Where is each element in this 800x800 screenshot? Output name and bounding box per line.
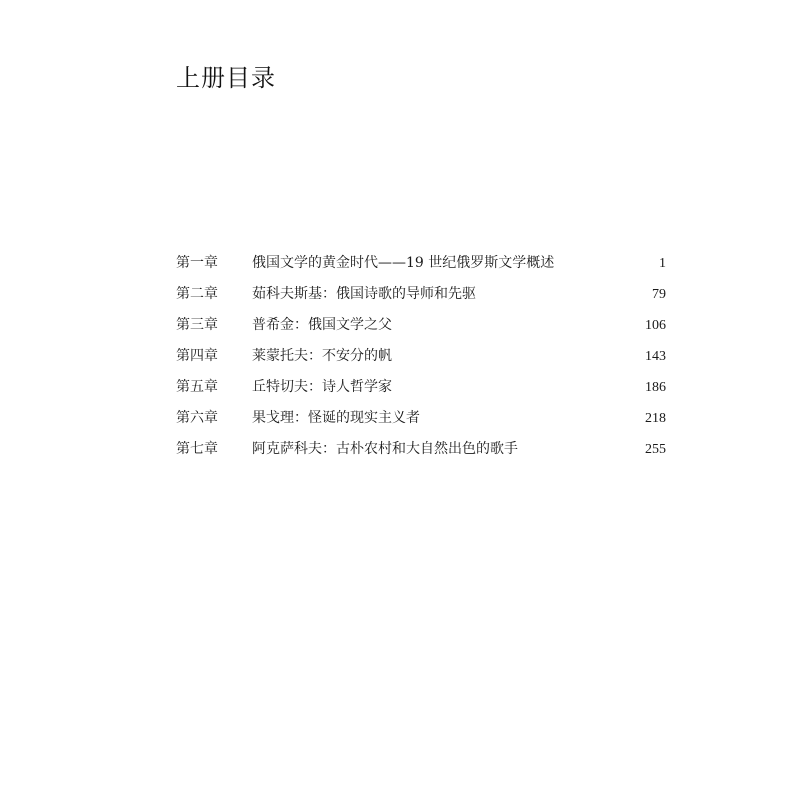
chapter-title: 普希金：俄国文学之父 [252,317,392,333]
page-title: 上册目录 [176,64,276,92]
chapter-title: 果戈理：怪诞的现实主义者 [252,410,420,426]
table-of-contents [176,248,666,465]
chapter-title: 俄国文学的黄金时代——19 世纪俄罗斯文学概述 [252,255,555,271]
page-number: 255 [645,442,666,457]
chapter-number: 第四章 [176,348,218,364]
page-number: 106 [645,318,666,333]
chapter-title: 茹科夫斯基：俄国诗歌的导师和先驱 [252,286,476,302]
chapter-number: 第六章 [176,410,218,426]
chapter-number: 第二章 [176,286,218,302]
toc-entry-1[interactable] [176,248,666,279]
chapter-title: 丘特切夫：诗人哲学家 [252,379,392,395]
toc-entry-6[interactable] [176,403,666,434]
chapter-title: 阿克萨科夫：古朴农村和大自然出色的歌手 [252,441,518,457]
page-number: 79 [652,287,666,302]
page-number: 1 [659,256,666,271]
toc-entry-7[interactable] [176,434,666,465]
page-number: 186 [645,380,666,395]
page-number: 143 [645,349,666,364]
toc-entry-4[interactable] [176,341,666,372]
toc-entry-2[interactable] [176,279,666,310]
chapter-number: 第七章 [176,441,218,457]
chapter-number: 第五章 [176,379,218,395]
chapter-number: 第三章 [176,317,218,333]
chapter-number: 第一章 [176,255,218,271]
toc-entry-3[interactable] [176,310,666,341]
page-number: 218 [645,411,666,426]
chapter-title: 莱蒙托夫：不安分的帆 [252,348,392,364]
toc-entry-5[interactable] [176,372,666,403]
